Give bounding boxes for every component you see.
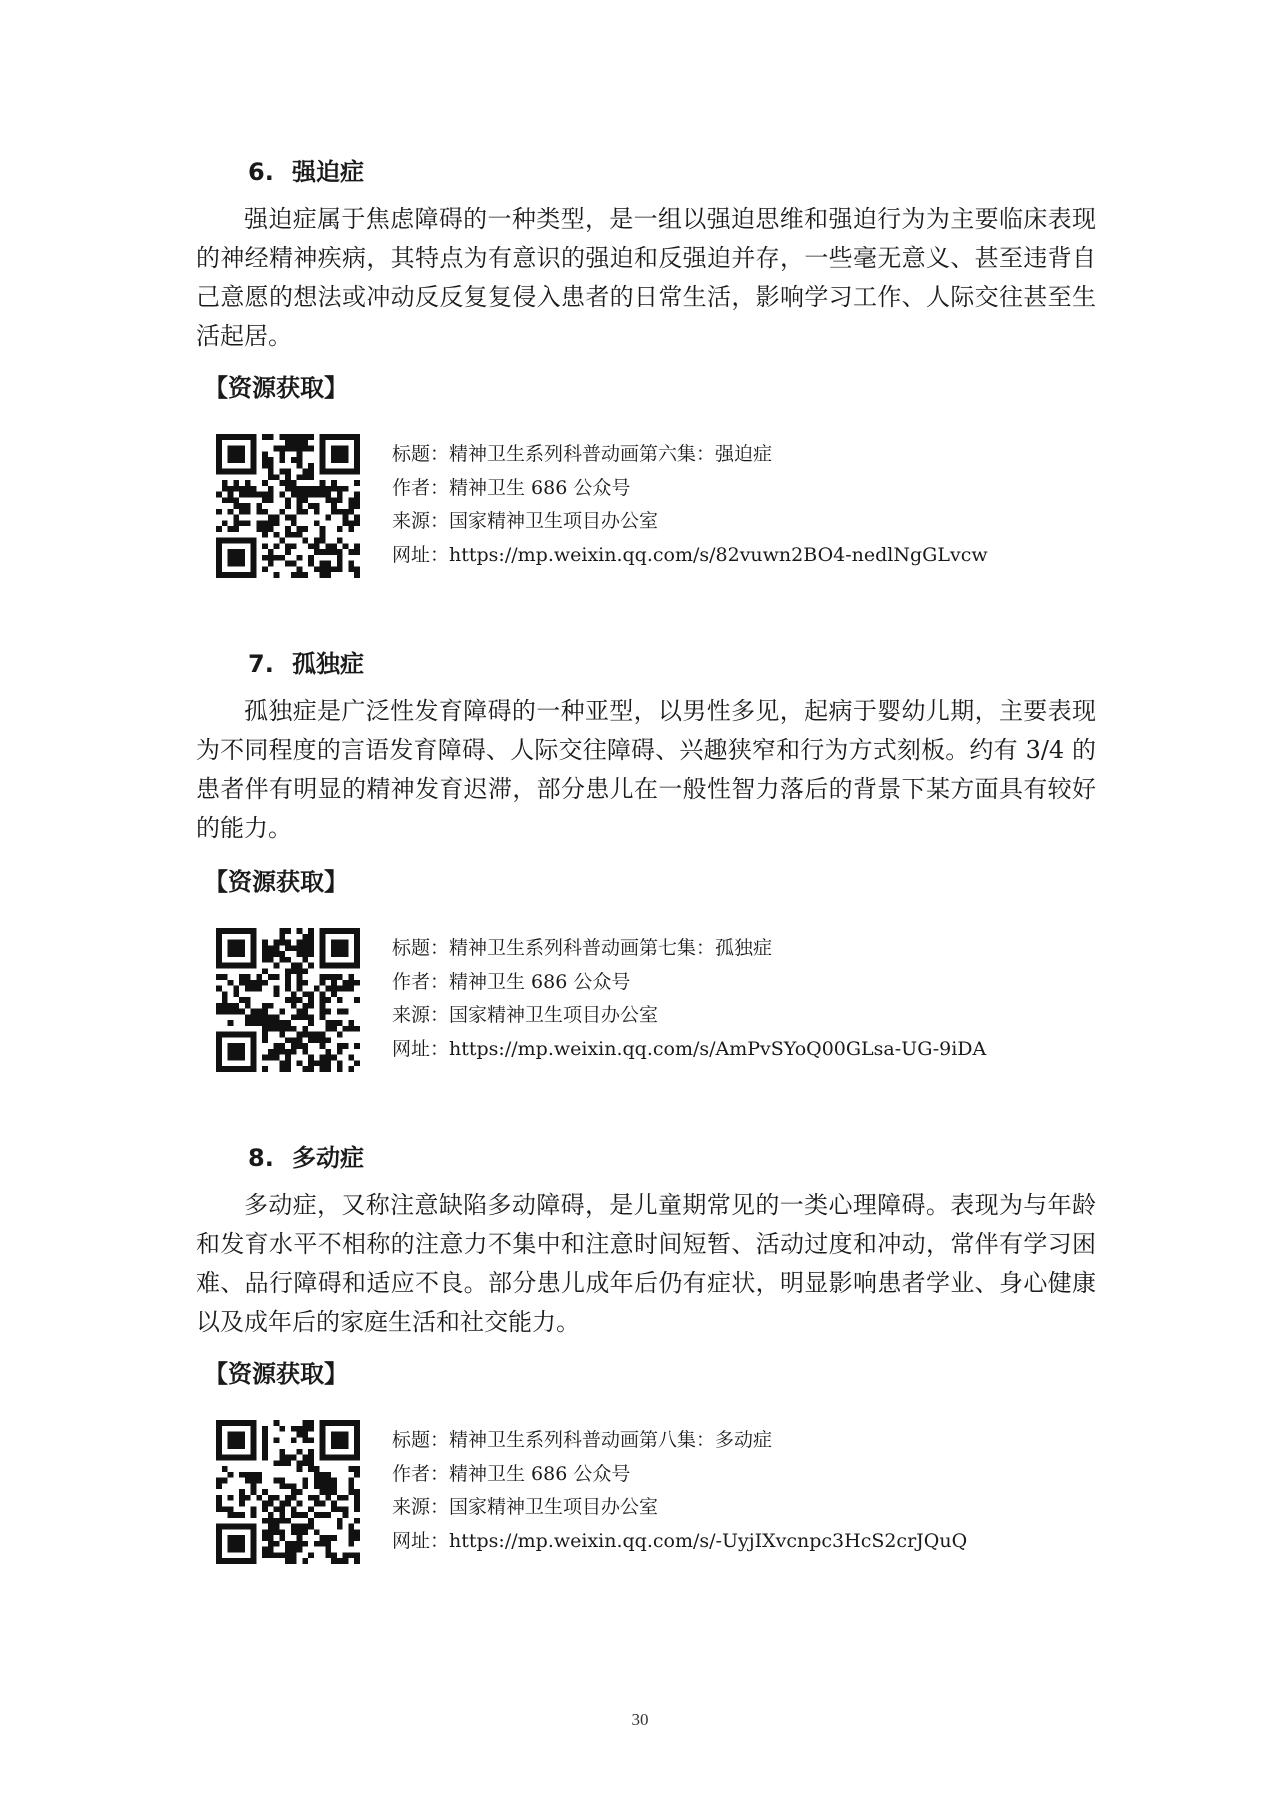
meta-url[interactable]: 网址：https://mp.weixin.qq.com/s/82vuwn2BO4-nedlNgGLvcw: [392, 543, 988, 566]
meta-source: 来源：国家精神卫生项目办公室: [392, 1496, 659, 1518]
meta-title: 标题：精神卫生系列科普动画第七集：孤独症: [392, 937, 773, 959]
section-number: 8.: [248, 1144, 274, 1172]
resource-label: 【资源获取】: [204, 1360, 348, 1388]
section-title: 强迫症: [292, 158, 364, 186]
section-paragraph: 孤独症是广泛性发育障碍的一种亚型，以男性多见，起病于婴幼儿期，主要表现为不同程度的言语发育障碍、人际交往障碍、兴趣狭窄和行为方式刻板。约有 3/4 的患者伴有明显的精神发育迟滞，部分患儿在一般性智力落后的背景下某方面具有较好的能力。: [196, 697, 1096, 842]
meta-title: 标题：精神卫生系列科普动画第八集：多动症: [392, 1429, 773, 1451]
section-number: 6.: [248, 158, 274, 186]
section-paragraph: 强迫症属于焦虑障碍的一种类型，是一组以强迫思维和强迫行为为主要临床表现的神经精神疾病，其特点为有意识的强迫和反强迫并存，一些毫无意义、甚至违背自己意愿的想法或冲动反反复复侵入患者的日常生活，影响学习工作、人际交往甚至生活起居。: [196, 205, 1096, 350]
qr-code-icon[interactable]: [216, 1420, 360, 1564]
section-heading: [248, 156, 364, 188]
meta-author: 作者：精神卫生 686 公众号: [392, 476, 631, 499]
meta-author: 作者：精神卫生 686 公众号: [392, 970, 631, 993]
meta-source: 来源：国家精神卫生项目办公室: [392, 510, 659, 532]
meta-source: 来源：国家精神卫生项目办公室: [392, 1004, 659, 1026]
section-heading: [248, 1142, 364, 1174]
qr-code-icon[interactable]: [216, 928, 360, 1072]
resource-label: 【资源获取】: [204, 374, 348, 402]
resource-label: 【资源获取】: [204, 868, 348, 896]
page-number: 30: [631, 1710, 649, 1729]
meta-url[interactable]: 网址：https://mp.weixin.qq.com/s/AmPvSYoQ00GLsa-UG-9iDA: [392, 1037, 987, 1060]
resource-url-link[interactable]: https://mp.weixin.qq.com/s/AmPvSYoQ00GLsa-UG-9iDA: [449, 1037, 987, 1060]
section-number: 7.: [248, 650, 274, 678]
resource-meta: [392, 932, 986, 1066]
section-title: 多动症: [292, 1144, 364, 1172]
resource-url-link[interactable]: https://mp.weixin.qq.com/s/82vuwn2BO4-nedlNgGLvcw: [449, 543, 988, 566]
resource-meta: [392, 1424, 967, 1558]
section-paragraph: 多动症，又称注意缺陷多动障碍，是儿童期常见的一类心理障碍。表现为与年龄和发育水平不相称的注意力不集中和注意时间短暂、活动过度和冲动，常伴有学习困难、品行障碍和适应不良。部分患儿成年后仍有症状，明显影响患者学业、身心健康以及成年后的家庭生活和社交能力。: [196, 1191, 1096, 1336]
resource-url-link[interactable]: https://mp.weixin.qq.com/s/-UyjIXvcnpc3HcS2crJQuQ: [449, 1529, 968, 1552]
resource-meta: [392, 438, 988, 572]
meta-title: 标题：精神卫生系列科普动画第六集：强迫症: [392, 443, 773, 465]
meta-author: 作者：精神卫生 686 公众号: [392, 1462, 631, 1485]
meta-url[interactable]: 网址：https://mp.weixin.qq.com/s/-UyjIXvcnpc3HcS2crJQuQ: [392, 1529, 968, 1552]
qr-code-icon[interactable]: [216, 434, 360, 578]
section-heading: [248, 648, 364, 680]
section-title: 孤独症: [292, 650, 364, 678]
